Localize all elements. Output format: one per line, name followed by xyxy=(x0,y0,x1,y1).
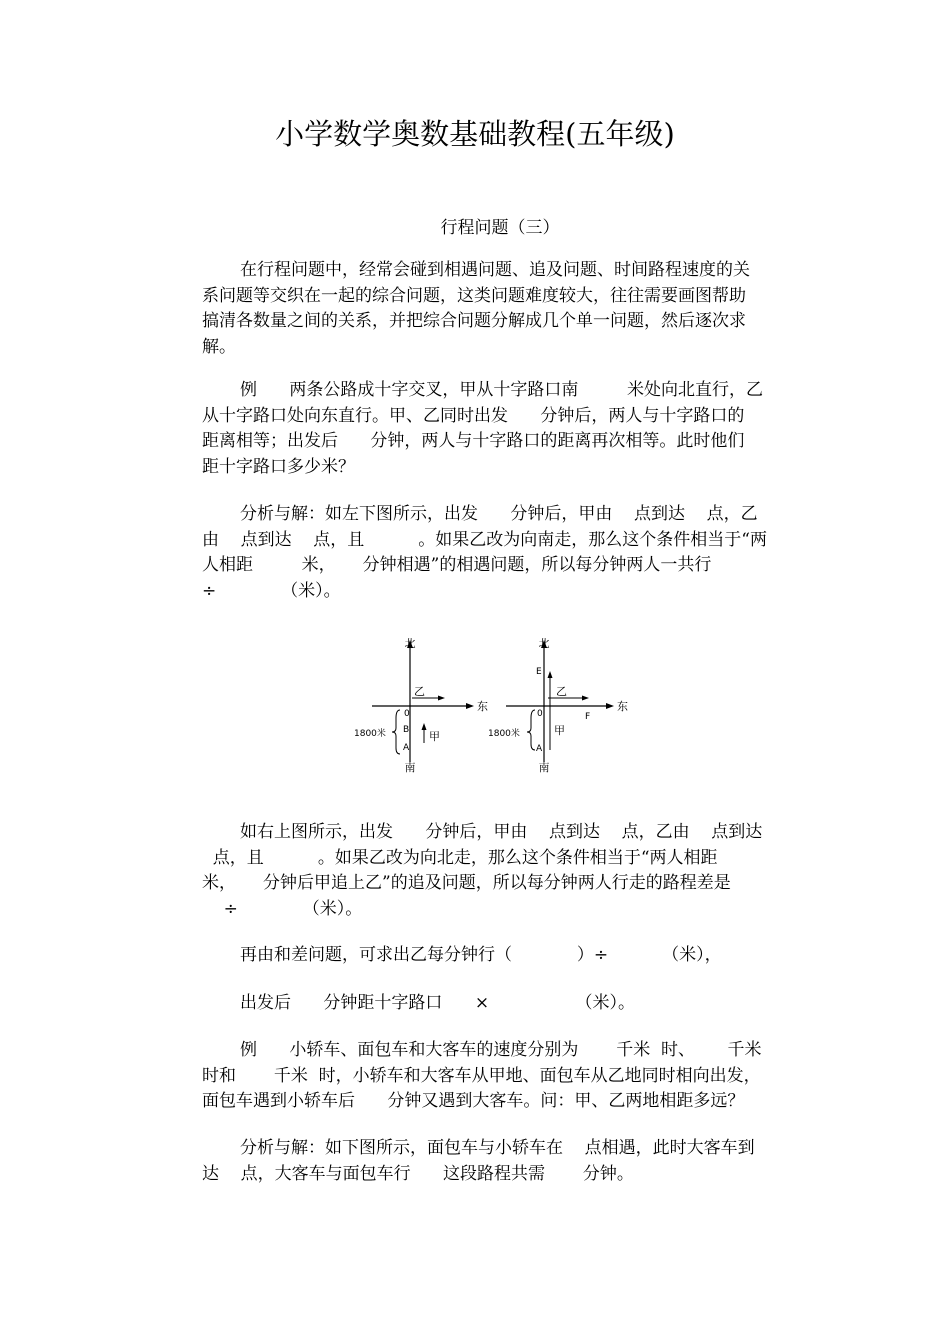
point-f-label: F xyxy=(585,712,591,722)
east-arrow-icon xyxy=(606,703,614,709)
distance-brace xyxy=(527,710,535,750)
point-b-label: B xyxy=(403,725,410,735)
jia-label: 甲 xyxy=(554,724,565,737)
speed-paragraph xyxy=(202,943,812,969)
text-line: 出发后 分钟距十字路口 × （米）。 xyxy=(240,993,636,1013)
point-e-label: E xyxy=(536,667,542,677)
yi-label: 乙 xyxy=(556,685,567,698)
text-line: 点，且 。如果乙改为向北走，那么这个条件相当于“两人相距 xyxy=(202,847,718,868)
right-diagram-svg xyxy=(486,632,631,777)
example1-paragraph xyxy=(202,378,812,480)
left-diagram xyxy=(350,632,490,777)
text-line: 距离相等；出发后 分钟，两人与十字路口的距离再次相等。此时他们 xyxy=(202,431,745,451)
jia-arrow-icon xyxy=(422,723,427,730)
jia-arrow-icon xyxy=(548,671,553,678)
text-line: 从十字路口处向东直行。甲、乙同时出发 分钟后，两人与十字路口的 xyxy=(202,405,745,426)
text-line: ÷ （米）。 xyxy=(202,580,341,601)
point-a-label: A xyxy=(536,744,543,754)
text-line: 米， 分钟后甲追上乙”的追及问题，所以每分钟两人行走的路程差是 xyxy=(202,873,731,893)
distance-label: 1800米 xyxy=(488,729,520,739)
origin-label: 0 xyxy=(537,709,543,719)
left-diagram-svg xyxy=(350,632,490,777)
text-line: 如右上图所示，出发 分钟后，甲由 点到达 点，乙由 点到达 xyxy=(240,822,763,842)
text-line: 系问题等交织在一起的综合问题，这类问题难度较大，往往需要画图帮助 xyxy=(202,285,746,306)
north-label: 北 xyxy=(538,637,550,650)
text-line: 分析与解：如下图所示，面包车与小轿车在 点相遇，此时大客车到 xyxy=(240,1138,755,1158)
text-line: 人相距 米， 分钟相遇”的相遇问题，所以每分钟两人一共行 xyxy=(202,555,712,575)
origin-label: 0 xyxy=(404,709,410,719)
distance-brace xyxy=(392,710,400,754)
text-line: 例 小轿车、面包车和大客车的速度分别为 千米 时、 千米 xyxy=(240,1040,762,1060)
point-a-label: A xyxy=(403,743,410,753)
example2-paragraph xyxy=(202,1038,812,1115)
text-line: 解。 xyxy=(202,336,236,357)
distance-paragraph xyxy=(202,991,812,1017)
analysis2-paragraph xyxy=(202,820,812,922)
right-diagram xyxy=(486,632,631,777)
section-title: 行程问题（三） xyxy=(440,218,560,238)
text-line: 搞清各数量之间的关系，并把综合问题分解成几个单一问题，然后逐次求 xyxy=(202,311,746,331)
east-label: 东 xyxy=(617,700,628,713)
text-line: 由 点到达 点，且 。如果乙改为向南走，那么这个条件相当于“两 xyxy=(202,529,767,550)
text-line: 再由和差问题，可求出乙每分钟行（ ）÷ （米）， xyxy=(240,945,722,965)
analysis1-paragraph xyxy=(202,502,812,604)
text-line: 时和 千米 时，小轿车和大客车从甲地、面包车从乙地同时相向出发， xyxy=(202,1065,761,1086)
page-title: 小学数学奥数基础教程(五年级) xyxy=(275,117,675,151)
south-label: 南 xyxy=(404,761,416,774)
distance-label: 1800米 xyxy=(354,729,386,739)
north-label: 北 xyxy=(404,637,416,650)
text-line: 距十字路口多少米？ xyxy=(202,456,355,477)
jia-label: 甲 xyxy=(429,730,440,743)
text-line: 在行程问题中，经常会碰到相遇问题、追及问题、时间路程速度的关 xyxy=(240,260,750,280)
yi-arrow-icon xyxy=(438,696,445,701)
text-line: 达 点，大客车与面包车行 这段路程共需 分钟。 xyxy=(202,1163,634,1184)
analysis3-paragraph xyxy=(202,1136,812,1187)
text-line: 例 两条公路成十字交叉，甲从十字路口南 米处向北直行，乙 xyxy=(240,380,764,400)
text-line: ÷ （米）。 xyxy=(202,898,363,919)
intro-paragraph xyxy=(202,258,812,360)
east-label: 东 xyxy=(477,700,488,713)
south-label: 南 xyxy=(538,761,550,774)
text-line: 面包车遇到小轿车后 分钟又遇到大客车。问：甲、乙两地相距多远？ xyxy=(202,1091,745,1111)
east-arrow-icon xyxy=(466,703,474,709)
text-line: 分析与解：如左下图所示，出发 分钟后，甲由 点到达 点，乙 xyxy=(240,504,758,524)
yi-arrow-icon xyxy=(582,696,589,701)
yi-label: 乙 xyxy=(414,685,425,698)
